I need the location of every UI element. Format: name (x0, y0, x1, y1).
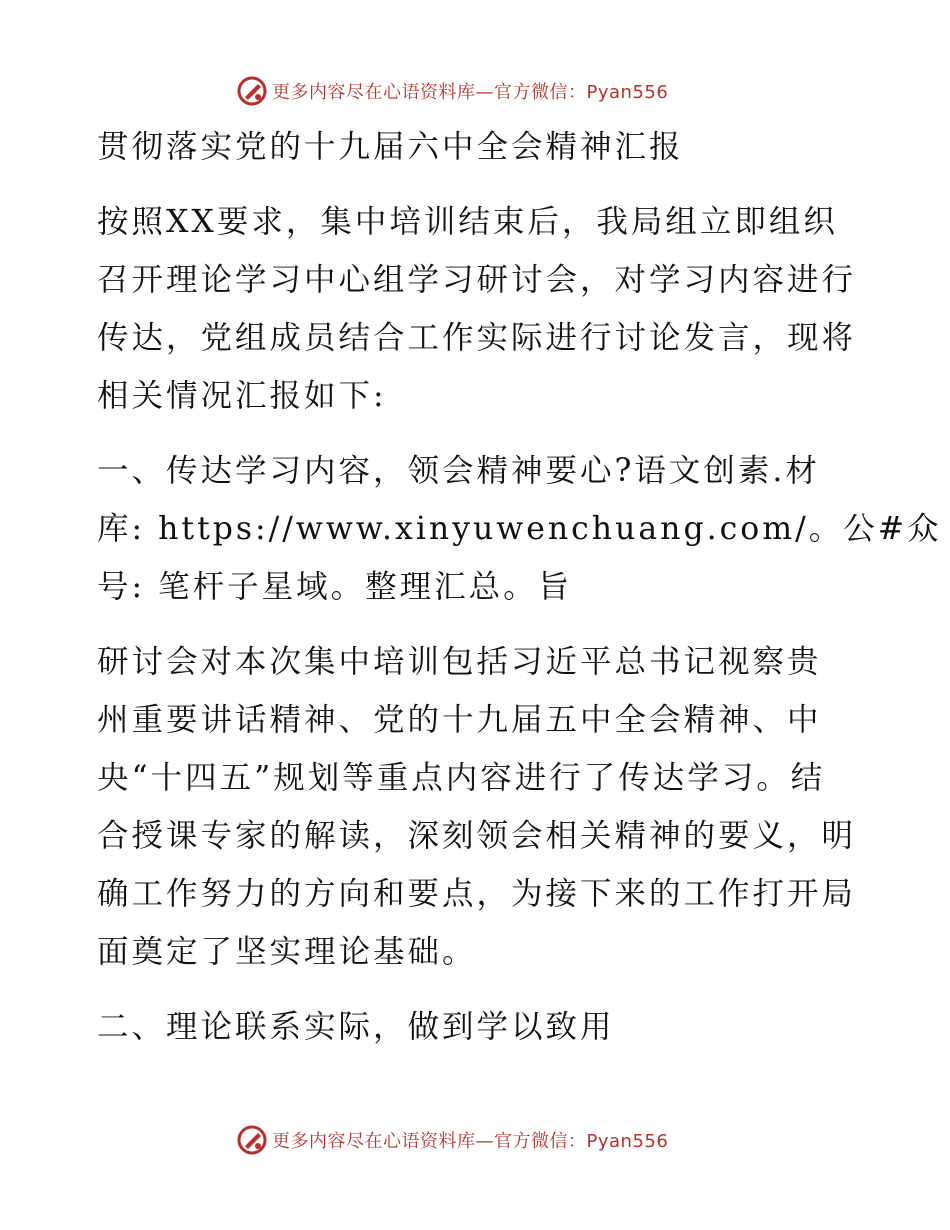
section-one-heading-line: 号: 笔杆子星域。整理汇总。旨 (97, 569, 573, 605)
banner-text: 更多内容尽在心语资料库—官方微信：Pyan556 (272, 1131, 669, 1152)
study-paragraph-line: 合授课专家的解读，深刻领会相关精神的要义，明 (97, 818, 857, 854)
banner-text: 更多内容尽在心语资料库—官方微信：Pyan556 (272, 82, 669, 103)
section-one-heading-line: 库: https://www.xinyuwenchuang.com/。公#众 (97, 511, 942, 547)
study-paragraph-line: 面奠定了坚实理论基础。 (97, 934, 477, 970)
brand-logo-icon (236, 75, 268, 107)
section-two-heading: 二、理论联系实际，做到学以致用 (97, 1009, 615, 1045)
study-paragraph-line: 确工作努力的方向和要点，为接下来的工作打开局 (97, 876, 857, 912)
study-paragraph-line: 州重要讲话精神、党的十九届五中全会精神、中 (97, 702, 822, 738)
header-banner (236, 73, 668, 109)
study-paragraph-line: 央“十四五”规划等重点内容进行了传达学习。结 (97, 760, 826, 796)
section-one-heading-line: 一、传达学习内容，领会精神要心?语文创素.材 (97, 453, 820, 489)
intro-line: 传达，党组成员结合工作实际进行讨论发言，现将 (97, 320, 857, 356)
intro-line: 按照XX要求，集中培训结束后，我局组立即组织 (97, 204, 838, 240)
intro-line: 召开理论学习中心组学习研讨会，对学习内容进行 (97, 262, 857, 298)
intro-line: 相关情况汇报如下: (97, 378, 387, 414)
document-title: 贯彻落实党的十九届六中全会精神汇报 (97, 129, 684, 165)
footer-banner (236, 1122, 668, 1158)
study-paragraph-line: 研讨会对本次集中培训包括习近平总书记视察贵 (97, 644, 822, 680)
brand-logo-icon (236, 1124, 268, 1156)
